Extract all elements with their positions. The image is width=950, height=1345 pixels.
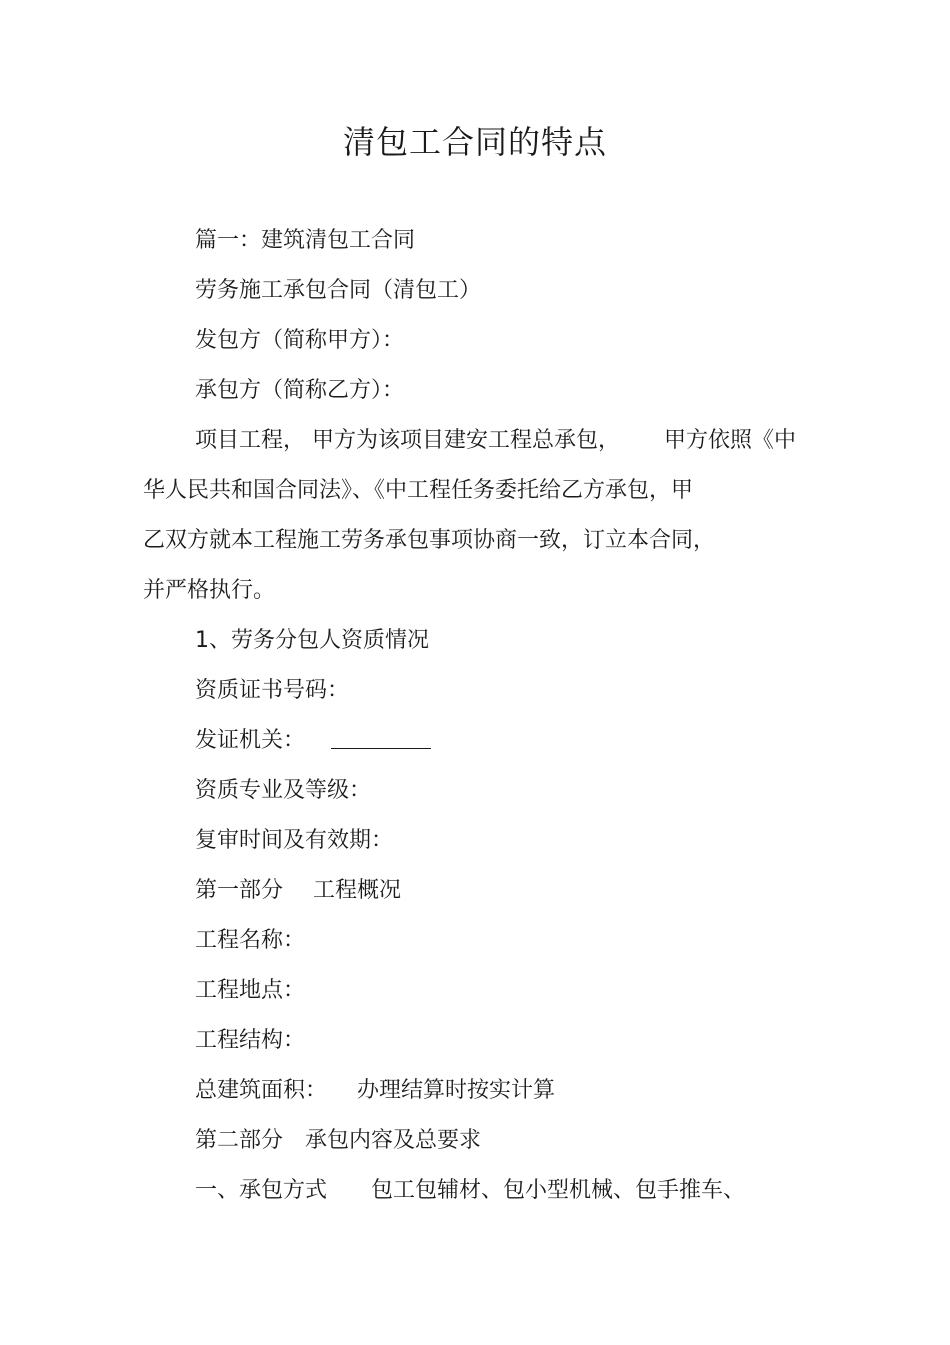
text-line: 工程地点： xyxy=(195,978,306,1003)
text-line: 资质专业及等级： xyxy=(195,778,372,803)
field-label: 总建筑面积： xyxy=(195,1078,328,1103)
part-title: 工程概况 xyxy=(313,878,402,903)
section-heading: 1、劳务分包人资质情况 xyxy=(195,628,429,653)
text-line: 华人民共和国合同法》、《中工程任务委托给乙方承包，甲 xyxy=(143,478,694,503)
text-line: 乙双方就本工程施工劳务承包事项协商一致，订立本合同， xyxy=(143,528,716,553)
field-value: 办理结算时按实计算 xyxy=(357,1078,556,1103)
field-value: 包工包辅材、包小型机械、包手推车、 xyxy=(371,1178,746,1203)
text-segment: 甲方依照《中 xyxy=(664,428,797,453)
text-line: 承包方（简称乙方）： xyxy=(195,378,405,403)
text-line: 工程名称： xyxy=(195,928,306,953)
section-heading: 第二部分 承包内容及总要求 xyxy=(195,1128,482,1153)
text-line xyxy=(195,1076,555,1106)
section-heading xyxy=(195,876,401,906)
text-line: 发包方（简称甲方）： xyxy=(195,328,405,353)
text-line xyxy=(195,1176,745,1206)
text-line: 资质证书号码： xyxy=(195,678,350,703)
field-label: 发证机关： xyxy=(195,728,306,753)
part-number: 第一部分 xyxy=(195,878,284,903)
text-line: 复审时间及有效期： xyxy=(195,828,394,853)
text-line: 劳务施工承包合同（清包工） xyxy=(195,278,482,303)
document-title: 清包工合同的特点 xyxy=(342,123,607,161)
text-line xyxy=(195,726,431,756)
text-line: 篇一：建筑清包工合同 xyxy=(195,228,416,253)
text-line: 工程结构： xyxy=(195,1028,306,1053)
text-line xyxy=(195,426,796,456)
text-segment: 项目工程， 甲方为该项目建安工程总承包， xyxy=(195,428,620,453)
field-label: 一、承包方式 xyxy=(195,1178,328,1203)
text-line: 并严格执行。 xyxy=(143,578,276,603)
blank-underline xyxy=(331,726,431,749)
